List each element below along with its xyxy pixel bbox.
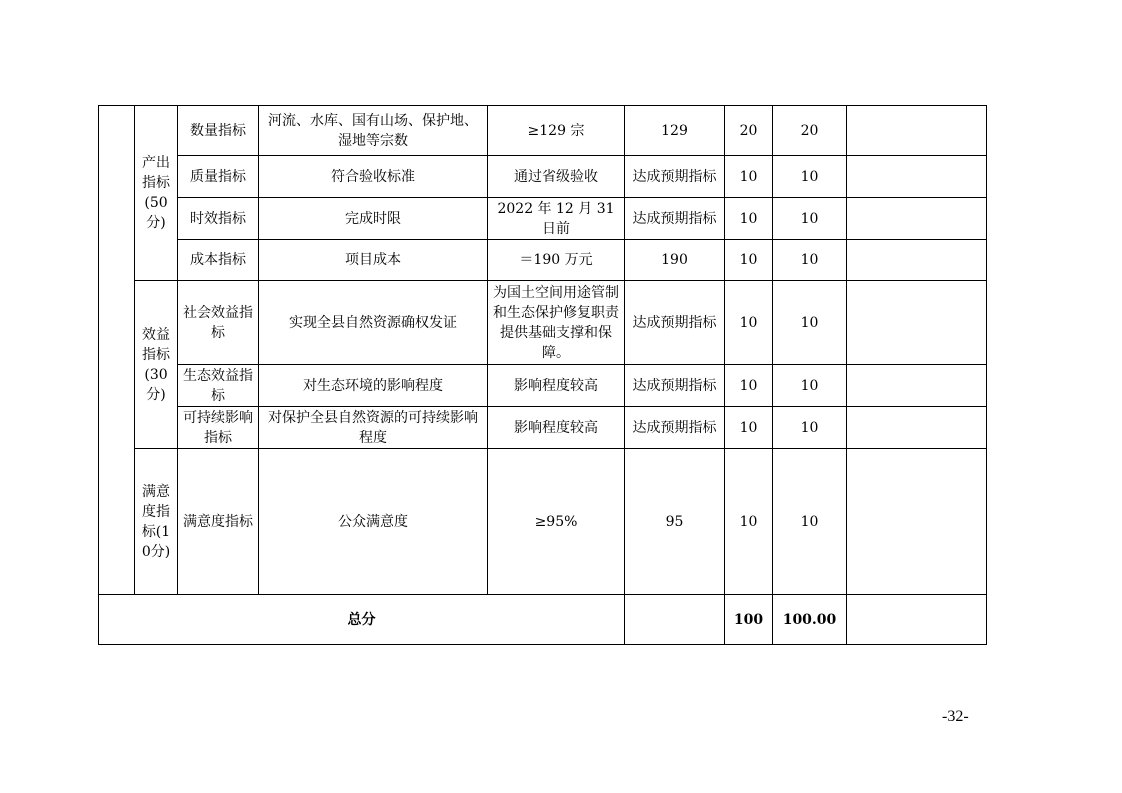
sub-indicator: 生态效益指标 [178,365,259,407]
weight-value: 10 [725,281,773,365]
indicator-content: 完成时限 [259,198,488,240]
indicator-content: 对保护全县自然资源的可持续影响程度 [259,407,488,449]
actual-value: 190 [625,240,725,281]
weight-value: 10 [725,240,773,281]
score-value: 10 [773,449,847,595]
sub-indicator: 质量指标 [178,156,259,198]
weight-value: 10 [725,449,773,595]
target-value: 影响程度较高 [488,407,625,449]
note-cell [847,240,987,281]
score-value: 10 [773,198,847,240]
indicator-content: 实现全县自然资源确权发证 [259,281,488,365]
sub-indicator: 时效指标 [178,198,259,240]
note-cell [847,198,987,240]
table-row [99,365,987,407]
target-value: 影响程度较高 [488,365,625,407]
score-value: 10 [773,281,847,365]
table-row [99,407,987,449]
score-value: 10 [773,156,847,198]
table-row [99,281,987,365]
total-label: 总分 [99,595,625,645]
table-row [99,240,987,281]
actual-value: 达成预期指标 [625,156,725,198]
total-score: 100.00 [773,595,847,645]
actual-value: 达成预期指标 [625,407,725,449]
total-row [99,595,987,645]
table-row [99,198,987,240]
score-value: 20 [773,106,847,156]
weight-value: 10 [725,365,773,407]
note-cell [847,449,987,595]
actual-value: 达成预期指标 [625,198,725,240]
indicator-content: 符合验收标准 [259,156,488,198]
weight-value: 20 [725,106,773,156]
actual-value: 达成预期指标 [625,281,725,365]
sub-indicator: 成本指标 [178,240,259,281]
actual-value: 129 [625,106,725,156]
table-row [99,106,987,156]
category-satisfaction: 满意度指标(10分) [135,449,178,595]
weight-value: 10 [725,407,773,449]
target-value: 通过省级验收 [488,156,625,198]
sub-indicator: 满意度指标 [178,449,259,595]
sub-indicator: 可持续影响指标 [178,407,259,449]
score-value: 10 [773,240,847,281]
total-note [847,595,987,645]
indicator-content: 公众满意度 [259,449,488,595]
page-number: -32- [942,708,969,725]
table-row [99,156,987,198]
sub-indicator: 社会效益指标 [178,281,259,365]
indicator-content: 对生态环境的影响程度 [259,365,488,407]
table-row [99,449,987,595]
note-cell [847,156,987,198]
target-value: 2022 年 12 月 31 日前 [488,198,625,240]
note-cell [847,281,987,365]
note-cell [847,365,987,407]
target-value: ＝190 万元 [488,240,625,281]
target-value: ≥95% [488,449,625,595]
category-output: 产出指标(50分) [135,106,178,281]
target-value: ≥129 宗 [488,106,625,156]
note-cell [847,407,987,449]
actual-value: 达成预期指标 [625,365,725,407]
score-value: 10 [773,365,847,407]
total-actual [625,595,725,645]
target-value: 为国土空间用途管制和生态保护修复职责提供基础支撑和保障。 [488,281,625,365]
weight-value: 10 [725,198,773,240]
weight-value: 10 [725,156,773,198]
sub-indicator: 数量指标 [178,106,259,156]
indicator-content: 项目成本 [259,240,488,281]
score-value: 10 [773,407,847,449]
performance-table [98,105,987,645]
total-weight: 100 [725,595,773,645]
level1-cell [99,106,135,595]
indicator-content: 河流、水库、国有山场、保护地、湿地等宗数 [259,106,488,156]
category-benefit: 效益指标(30分) [135,281,178,449]
actual-value: 95 [625,449,725,595]
note-cell [847,106,987,156]
